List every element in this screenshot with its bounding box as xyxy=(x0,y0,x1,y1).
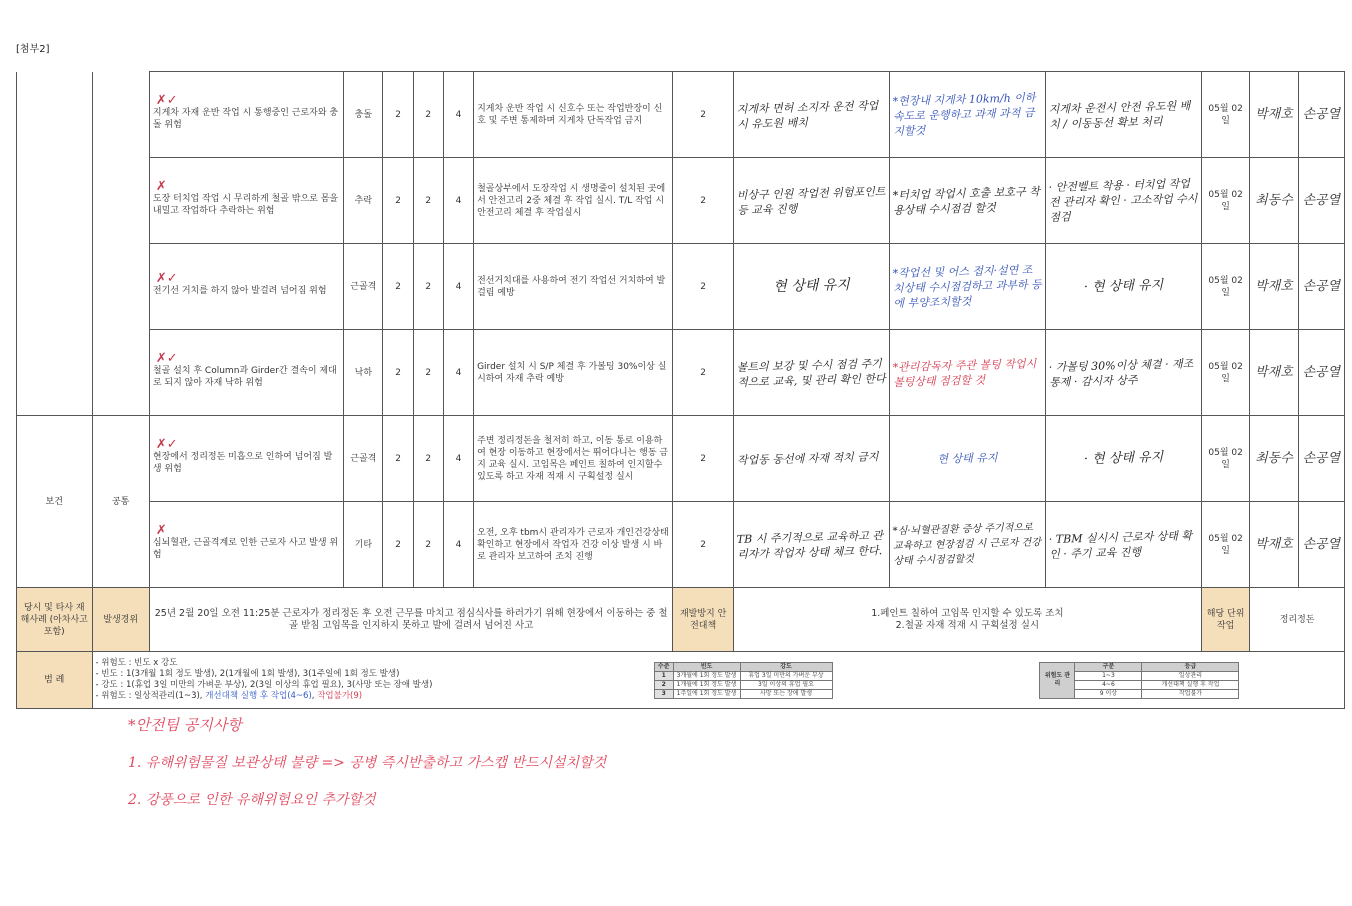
risk-level: 4 xyxy=(443,416,473,502)
category-minor: 공통 xyxy=(92,416,149,588)
measure-text: 오전, 오후 tbm시 관리자가 근로자 개인건강상태 확인하고 현장에서 작업자 건강 이상 발생 시 바로 관리자 보고하여 조치 진행 xyxy=(474,502,673,588)
signature-cell: 손공열 xyxy=(1298,416,1344,502)
legend-text: - 위험도 : 빈도 x 강도 - 빈도 : 1(3개월 1회 정도 발생), 2(1개월에 1회 발생), 3(1주일에 1회 정도 발생) - 강도 : 1(휴업 3일 미만의 가벼운 부상), 2(3일 이상의 휴업 필요), 3(사망 또는 장애 발생) - 위험도 : 일상적관리(1~3), 개선대책 실행 후 작업(4~6), 작업불가(9) xyxy=(92,652,673,709)
signature-cell: 손공열 xyxy=(1298,330,1344,416)
grade-table: 위험도 관리 구분 등급 1~3 일상관리 4~6 개선대책 실행 후 작업 9 이상 작업불가 xyxy=(1039,662,1239,699)
measure-text: 전선거치대를 사용하여 전기 작업선 거치하여 발걸림 예방 xyxy=(474,244,673,330)
notes-title: *안전팀 공지사항 xyxy=(128,716,242,734)
date-cell: 05월 02일 xyxy=(1201,502,1249,588)
handwritten-check: TB 시 주기적으로 교육하고 관리자가 작업자 상태 체크 한다. xyxy=(733,502,889,588)
signature-cell: 손공열 xyxy=(1298,158,1344,244)
legend-row xyxy=(17,652,1345,709)
risk-row xyxy=(17,330,1345,416)
hazard-type: 충돌 xyxy=(344,72,383,158)
frequency: 2 xyxy=(383,330,413,416)
handwritten-check: 작업동 동선에 자재 적치 금지 xyxy=(733,416,889,502)
handwritten-safety-team: *작업선 및 어스 접지·설연 조치상태 수시점검하고 과부하 등에 부양조치할것 xyxy=(889,244,1045,330)
signature-cell: 최동수 xyxy=(1250,158,1298,244)
frequency: 2 xyxy=(383,416,413,502)
incident-label: 당시 및 타사 재해사례 (아차사고포함) xyxy=(17,588,93,652)
signature-cell: 손공열 xyxy=(1298,72,1344,158)
handwritten-action: · 안전벨트 착용 · 터치업 작업 전 관리자 확인 · 고소작업 수시 점검 xyxy=(1045,158,1201,244)
handwritten-action: · TBM 실시시 근로자 상태 확인 · 주기 교육 진행 xyxy=(1045,502,1201,588)
signature-cell: 박재호 xyxy=(1250,502,1298,588)
notes-line: 1. 유해위험물질 보관상태 불량 => 공병 즉시반출하고 가스캡 반드시설치할것 xyxy=(128,755,607,771)
signature-cell: 손공열 xyxy=(1298,502,1344,588)
hazard-cell: ✗✓ 철골 설치 후 Column과 Girder간 결속이 제대로 되지 않아 자재 낙하 위험 xyxy=(149,330,343,416)
check-mark-icon: ✗ xyxy=(155,522,167,538)
handwritten-check: 비상구 인원 작업전 위험포인트 등 교육 진행 xyxy=(733,158,889,244)
notes-line: 2. 강풍으로 인한 유해위험요인 추가할것 xyxy=(128,792,376,808)
check-mark-icon: ✗✓ xyxy=(155,436,178,452)
handwritten-safety-team: *관리감독자 주관 볼팅 작업시 볼팅상태 점검할 것 xyxy=(889,330,1045,416)
prevention-text: 1.페인트 칠하여 고임목 인지할 수 있도록 조치 2.철골 자재 적재 시 구획설정 실시 xyxy=(733,588,1201,652)
attachment-label: [첨부2] xyxy=(16,44,50,55)
handwritten-action: · 현 상태 유지 xyxy=(1045,244,1201,330)
severity: 2 xyxy=(413,72,443,158)
residual-grade: 2 xyxy=(673,158,733,244)
handwritten-safety-team: 현 상태 유지 xyxy=(889,416,1045,502)
handwritten-action: 지게차 운전시 안전 유도원 배치 / 이동동선 확보 처리 xyxy=(1045,72,1201,158)
risk-row xyxy=(17,502,1345,588)
risk-assessment-table xyxy=(16,71,1345,709)
risk-level: 4 xyxy=(443,330,473,416)
risk-level: 4 xyxy=(443,502,473,588)
severity: 2 xyxy=(413,158,443,244)
handwritten-safety-team: *현장내 지게차 10km/h 이하 속도로 운행하고 과재 과적 금지할것 xyxy=(889,72,1045,158)
risk-level: 4 xyxy=(443,244,473,330)
severity: 2 xyxy=(413,244,443,330)
check-mark-icon: ✗ xyxy=(155,178,167,194)
residual-grade: 2 xyxy=(673,72,733,158)
measure-text: Girder 설치 시 S/P 체결 후 가볼팅 30%이상 실시하여 자재 추락 예방 xyxy=(474,330,673,416)
incident-row xyxy=(17,588,1345,652)
frequency: 2 xyxy=(383,158,413,244)
unit-work-label: 해당 단위작업 xyxy=(1201,588,1249,652)
hazard-cell: ✗ 도장 터치업 작업 시 무리하게 철골 밖으로 몸을 내밀고 작업하다 추락하는 위험 xyxy=(149,158,343,244)
risk-row xyxy=(17,416,1345,502)
date-cell: 05월 02일 xyxy=(1201,72,1249,158)
signature-cell: 최동수 xyxy=(1250,416,1298,502)
hazard-type: 낙하 xyxy=(344,330,383,416)
severity: 2 xyxy=(413,416,443,502)
hazard-cell: ✗✓ 전기선 거치를 하지 않아 발걸려 넘어짐 위험 xyxy=(149,244,343,330)
residual-grade: 2 xyxy=(673,416,733,502)
date-cell: 05월 02일 xyxy=(1201,416,1249,502)
safety-team-notes xyxy=(128,714,606,826)
risk-row xyxy=(17,244,1345,330)
occurrence-text: 25년 2월 20일 오전 11:25분 근로자가 정리정돈 후 오전 근무를 마치고 점심식사를 하러가기 위해 현장에서 이동하는 중 철골 받침 고임목을 인지하지 못하고 발에 걸려서 넘어진 사고 xyxy=(149,588,673,652)
grade-table-cell xyxy=(1044,652,1344,709)
severity: 2 xyxy=(413,502,443,588)
handwritten-check: 지게차 면허 소지자 운전 작업시 유도원 배치 xyxy=(733,72,889,158)
residual-grade: 2 xyxy=(673,330,733,416)
hazard-cell: ✗✓ 현장에서 정리정돈 미흡으로 인하여 넘어짐 발생 위험 xyxy=(149,416,343,502)
frequency: 2 xyxy=(383,244,413,330)
signature-cell: 손공열 xyxy=(1298,244,1344,330)
measure-text: 철골상부에서 도장작업 시 생명줄이 설치된 곳에서 안전고리 2중 체결 후 작업 실시. T/L 작업 시 안전고리 체결 후 작업실시 xyxy=(474,158,673,244)
date-cell: 05월 02일 xyxy=(1201,330,1249,416)
occurrence-label: 발생경위 xyxy=(92,588,149,652)
category-major: 보건 xyxy=(17,416,93,588)
hazard-type: 기타 xyxy=(344,502,383,588)
residual-grade: 2 xyxy=(673,502,733,588)
handwritten-check: 현 상태 유지 xyxy=(733,244,889,330)
hazard-type: 근골격 xyxy=(344,416,383,502)
frequency: 2 xyxy=(383,502,413,588)
measure-text: 지게차 운반 작업 시 신호수 또는 작업반장이 신호 및 주변 통제하며 지게차 단독작업 금지 xyxy=(474,72,673,158)
hazard-type: 추락 xyxy=(344,158,383,244)
signature-cell: 박재호 xyxy=(1250,244,1298,330)
severity: 2 xyxy=(413,330,443,416)
risk-level: 4 xyxy=(443,158,473,244)
unit-work-value: 정리정돈 xyxy=(1250,588,1345,652)
hazard-cell: ✗ 심뇌혈관, 근골격계로 인한 근로자 사고 발생 위험 xyxy=(149,502,343,588)
handwritten-safety-team: *심·뇌혈관질환 증상 주기적으로 교육하고 현장점검 시 근로자 건강상태 수시점검할것 xyxy=(889,502,1045,588)
category-blank xyxy=(92,72,149,416)
date-cell: 05월 02일 xyxy=(1201,158,1249,244)
prevention-label: 재발방지 안전대책 xyxy=(673,588,733,652)
handwritten-action: · 가볼팅 30%이상 체결 · 재조 통제 · 감시자 상주 xyxy=(1045,330,1201,416)
level-table: 수준 빈도 강도 1 3개월에 1회 정도 발생 휴업 3일 미만의 가벼운 부상 2 1개월에 1회 정도 발생 3일 이상의 휴업 필요 3 1주일에 1회 정도 발생 사망 또는 장애 발생 xyxy=(654,662,833,699)
handwritten-safety-team: *터치업 작업시 호출 보호구 착용상태 수시점검 할것 xyxy=(889,158,1045,244)
date-cell: 05월 02일 xyxy=(1201,244,1249,330)
legend-label: 범 례 xyxy=(17,652,93,709)
signature-cell: 박재호 xyxy=(1250,72,1298,158)
signature-cell: 박재호 xyxy=(1250,330,1298,416)
check-mark-icon: ✗✓ xyxy=(155,350,178,366)
frequency: 2 xyxy=(383,72,413,158)
measure-text: 주변 정리정돈을 철저히 하고, 이동 통로 이용하여 현장 이동하고 현장에서는 뛰어다니는 행동 금지 교육 실시. 고임목은 페인트 칠하여 인지할수 있도록 하고 자재 적재 시 구획설정 실시 xyxy=(474,416,673,502)
risk-level: 4 xyxy=(443,72,473,158)
hazard-type: 근골격 xyxy=(344,244,383,330)
category-blank xyxy=(17,72,93,416)
check-mark-icon: ✗✓ xyxy=(155,270,178,286)
risk-row xyxy=(17,158,1345,244)
residual-grade: 2 xyxy=(673,244,733,330)
check-mark-icon: ✗✓ xyxy=(155,92,178,108)
hazard-cell: ✗✓ 지게차 자재 운반 작업 시 통행중인 근로자와 충돌 위험 xyxy=(149,72,343,158)
handwritten-action: · 현 상태 유지 xyxy=(1045,416,1201,502)
handwritten-check: 볼트의 보강 및 수시 점검 주기적으로 교육, 및 관리 확인 한다 xyxy=(733,330,889,416)
risk-row xyxy=(17,72,1345,158)
